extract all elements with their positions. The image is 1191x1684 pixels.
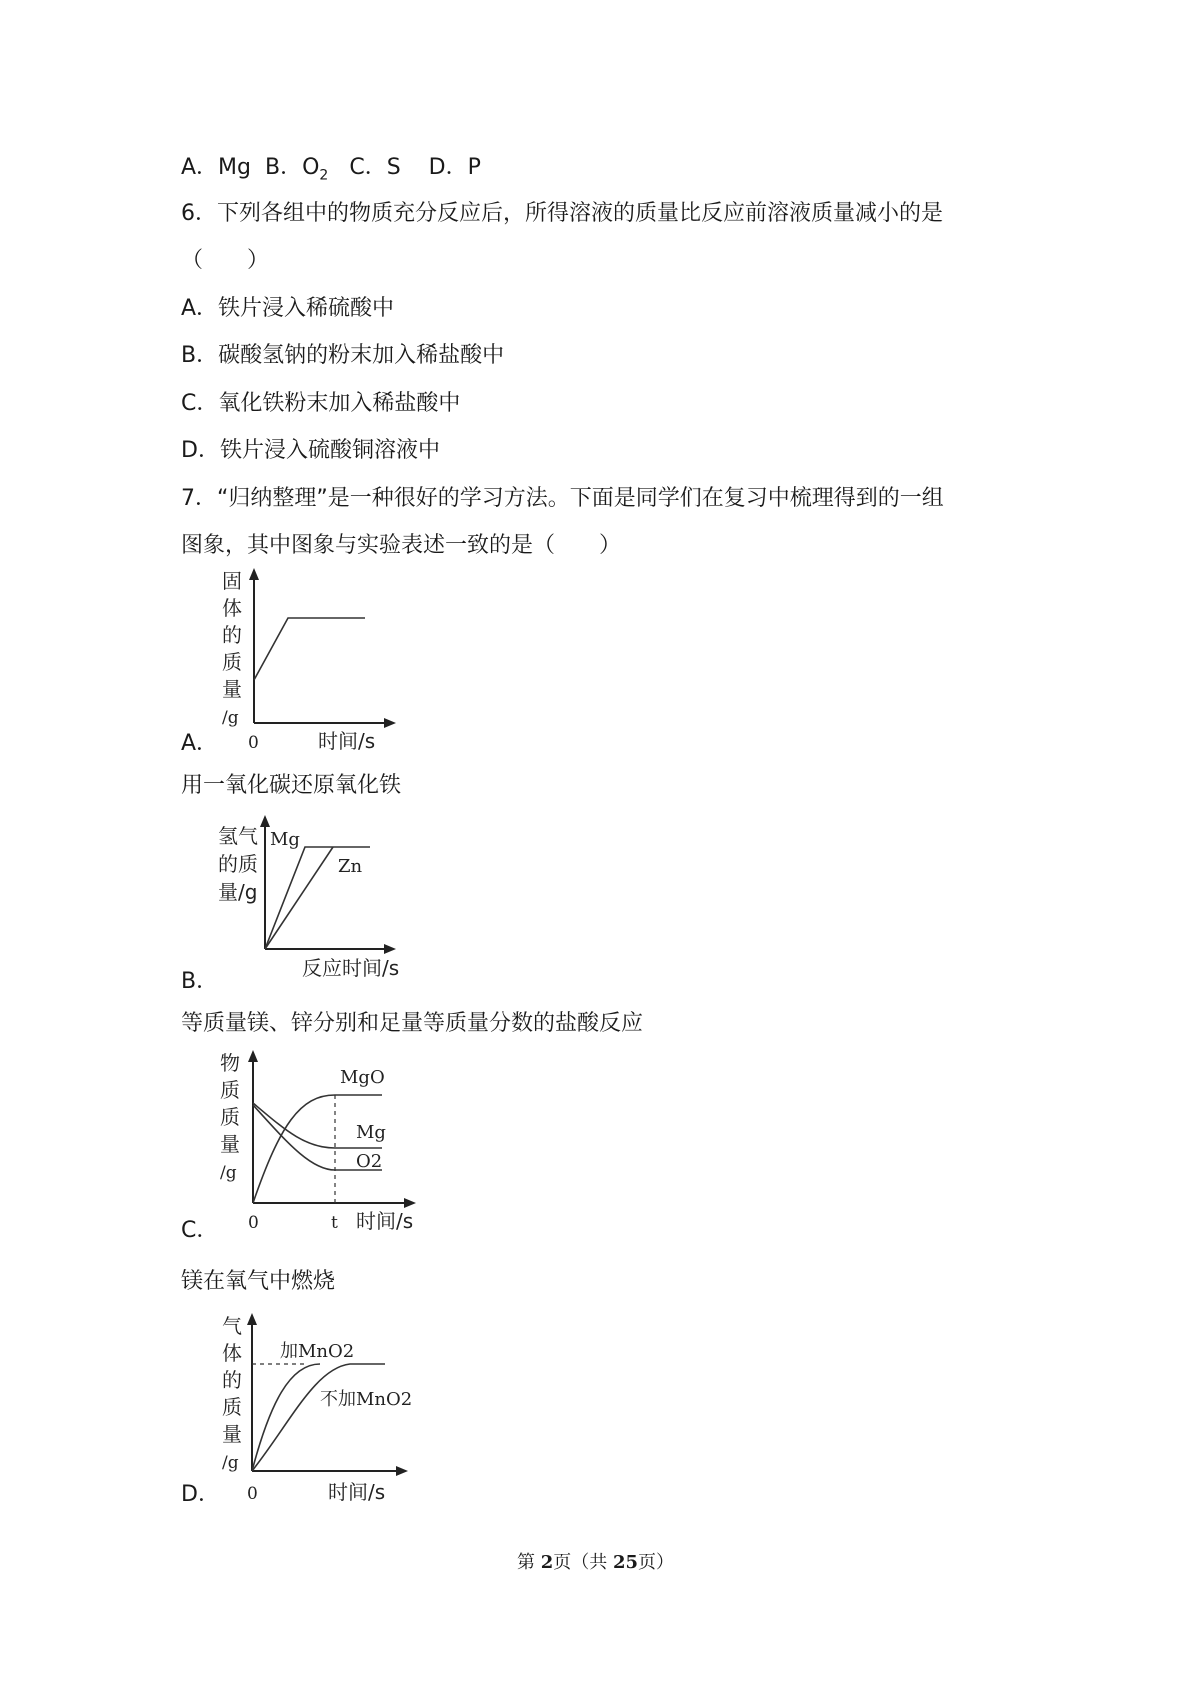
fig-a-ylabel: 量 [222,677,242,701]
fig-b-ylabel: 的质 [218,852,258,876]
footer-suffix: 页） [638,1552,675,1573]
fig-a-letter: A． [181,731,219,756]
fig-b-letter: B． [181,969,219,994]
fig-d-no-catalyst-curve [252,1364,385,1471]
fig-c-x-arrow [404,1198,416,1208]
fig-a-ylabel: /g [222,708,239,728]
fig-a-origin: 0 [248,733,259,753]
fig-b-zn-label: Zn [338,856,363,877]
fig-c-mgo-curve [253,1095,382,1203]
fig-d-ylabel: 量 [222,1422,242,1446]
fig-c-mg-label: Mg [356,1122,386,1143]
q6-option-c: C．氧化铁粉末加入稀盐酸中 [181,391,461,416]
fig-d-x-arrow [396,1466,408,1476]
fig-c-ylabel: 质 [220,1078,240,1102]
fig-d-no-catalyst-label: 不加MnO2 [320,1389,413,1410]
fig-c-ylabel: 量 [220,1132,240,1156]
q6-option-a: A．铁片浸入稀硫酸中 [181,296,395,321]
fig-d-catalyst-label: 加MnO2 [280,1341,355,1362]
fig-c-ylabel: 质 [220,1105,240,1129]
q5-options [181,153,481,190]
fig-b-xlabel: 反应时间/s [302,956,400,980]
fig-d-ylabel: 气 [222,1314,242,1338]
figure-b [210,815,410,980]
fig-c-xlabel: 时间/s [356,1209,414,1233]
q5-option-a: A．Mg [181,155,251,180]
footer-prefix: 第 [516,1552,541,1573]
q6-answer-paren: （ ） [181,248,270,273]
fig-a-ylabel: 体 [222,596,242,620]
fig-d-xlabel: 时间/s [328,1480,386,1504]
fig-a-caption: 用一氧化碳还原氧化铁 [181,773,402,798]
fig-d-origin: 0 [247,1484,258,1504]
fig-c-origin: 0 [248,1213,259,1233]
fig-a-xlabel: 时间/s [318,729,376,753]
fig-b-caption: 等质量镁、锌分别和足量等质量分数的盐酸反应 [181,1011,644,1036]
fig-a-ylabel: 质 [222,650,242,674]
q5-option-d: D．P [428,155,481,180]
q5-option-c: C．S [349,155,401,180]
figure-a [210,568,410,758]
fig-a-curve [254,618,365,680]
fig-c-letter: C． [181,1218,219,1243]
fig-c-ylabel: 物 [220,1051,240,1075]
page-footer [0,1548,1191,1574]
fig-d-y-arrow [247,1313,257,1325]
figure-d-graph [210,1313,430,1503]
figure-b-graph [210,815,410,980]
q6-stem: 6．下列各组中的物质充分反应后，所得溶液的质量比反应前溶液质量减小的是 [181,201,943,226]
figure-c [210,1050,425,1235]
figure-c-graph [210,1050,425,1235]
footer-page-number: 2 [540,1552,554,1573]
figure-d [210,1313,430,1503]
fig-b-ylabel: 量/g [218,880,258,904]
fig-c-caption: 镁在氧气中燃烧 [181,1269,336,1294]
footer-total-pages: 25 [612,1552,639,1573]
fig-d-letter: D． [181,1482,220,1507]
fig-d-ylabel: 体 [222,1341,242,1365]
figure-a-graph [210,568,410,758]
fig-a-y-arrow [249,568,259,580]
fig-b-mg-label: Mg [270,829,300,850]
fig-c-mgo-label: MgO [340,1067,385,1088]
fig-c-y-arrow [248,1050,258,1062]
fig-b-y-arrow [260,815,270,827]
fig-a-ylabel: 的 [222,623,242,647]
fig-d-catalyst-curve [252,1364,320,1471]
fig-c-o2-label: O2 [356,1151,383,1172]
footer-middle: 页（共 [553,1552,613,1573]
fig-d-ylabel: 的 [222,1368,242,1392]
fig-b-ylabel: 氢气 [218,824,258,848]
fig-d-ylabel: /g [222,1453,239,1473]
q6-option-d: D．铁片浸入硫酸铜溶液中 [181,438,440,463]
q7-stem-line1: 7．“归纳整理”是一种很好的学习方法。下面是同学们在复习中梳理得到的一组 [181,486,944,511]
q6-option-b: B．碳酸氢钠的粉末加入稀盐酸中 [181,343,505,368]
fig-c-ylabel: /g [220,1163,237,1183]
q7-stem-line2: 图象，其中图象与实验表述一致的是（ ） [181,533,622,558]
fig-a-x-arrow [384,718,396,728]
fig-a-ylabel: 固 [222,569,242,593]
fig-b-x-arrow [384,944,396,954]
fig-c-t-tick: t [331,1213,338,1233]
fig-d-ylabel: 质 [222,1395,242,1419]
q5-option-b: B．$O_2$ [265,155,329,184]
